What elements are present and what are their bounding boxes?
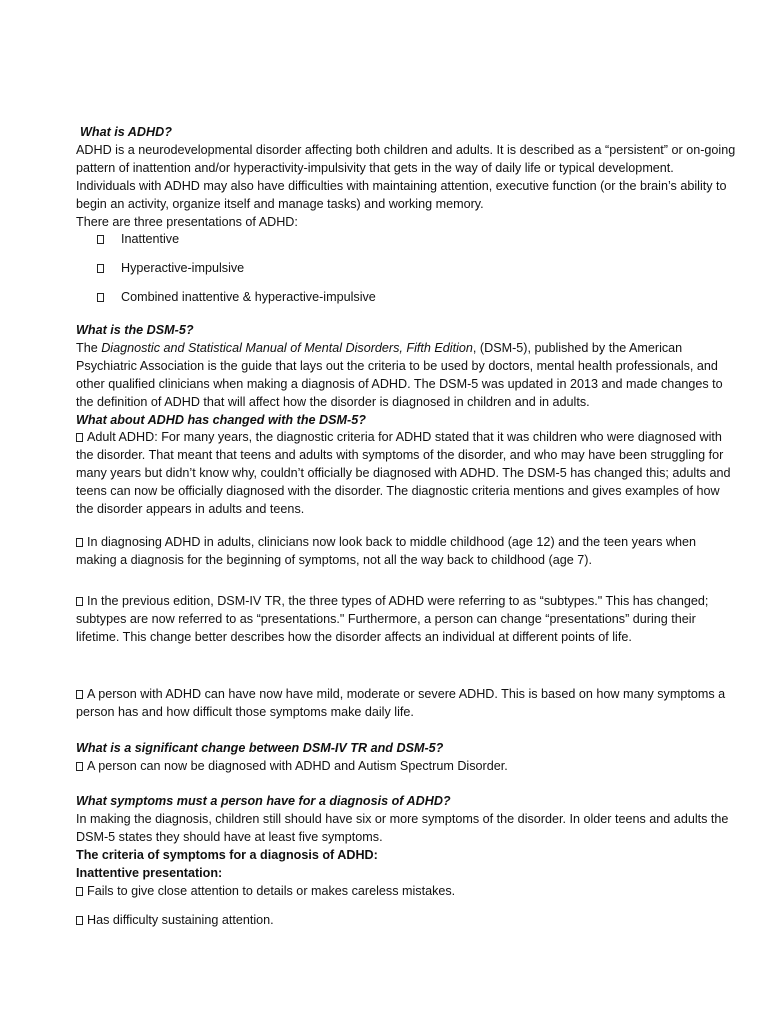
- bullet-box-icon: [76, 597, 83, 606]
- heading-symptoms: What symptoms must a person have for a diagnosis of ADHD?: [76, 794, 451, 808]
- heading-what-is-adhd: What is ADHD?: [80, 125, 172, 139]
- heading-significant-change: What is a significant change between DSM-IV TR and DSM-5?: [76, 741, 444, 755]
- heading-what-is-dsm5: What is the DSM-5?: [76, 323, 194, 337]
- list-item-label: Inattentive: [121, 232, 180, 246]
- list-item-hyperactive: [97, 259, 244, 277]
- criteria-item-sustaining: Has difficulty sustaining attention.: [76, 912, 736, 930]
- paragraph-subtypes: In the previous edition, DSM-IV TR, the three types of ADHD were referring to as “subtypes." This has changed; subtypes are now referred to as “presentations." Furthermore, a person can change “presentations” during their lifetime. This change better describes how the disorder affects an individual at different points of life.: [76, 594, 709, 644]
- list-item-label: Hyperactive-impulsive: [121, 261, 245, 275]
- paragraph-severity: A person with ADHD can have now have mild, moderate or severe ADHD. This is based on how many symptoms a person has and how difficult those symptoms make daily life.: [76, 687, 726, 719]
- criteria-heading: The criteria of symptoms for a diagnosis of ADHD:: [76, 847, 378, 862]
- manual-title: Diagnostic and Statistical Manual of Mental Disorders, Fifth Edition: [101, 340, 473, 355]
- bullet-box-icon: [76, 690, 83, 699]
- paragraph-autism: A person can now be diagnosed with ADHD and Autism Spectrum Disorder.: [76, 758, 736, 776]
- bullet-box-icon: [97, 293, 104, 302]
- bullet-box-icon: [76, 916, 83, 925]
- paragraph-diagnosing-adults: In diagnosing ADHD in adults, clinicians now look back to middle childhood (age 12) and the teen years when making a diagnosis for the beginning of symptoms, not all the way back to childhood (age 7).: [76, 535, 697, 567]
- bullet-box-icon: [76, 433, 83, 442]
- bullet-box-icon: [76, 762, 83, 771]
- paragraph-dsm5-definition: [76, 340, 736, 412]
- presentations-intro: There are three presentations of ADHD:: [76, 214, 298, 229]
- paragraph-adult-adhd: Adult ADHD: For many years, the diagnostic criteria for ADHD stated that it was children who were diagnosed with the disorder. That meant that teens and adults with symptoms of the disorder, and who may have been struggling for many years but didn’t know why, couldn’t officially be diagnosed with ADHD. The DSM-5 has changed this; adults and teens can now be officially diagnosed with the disorder. The diagnostic criteria mentions and gives examples of how the disorder appears in adults and teens.: [76, 430, 731, 517]
- list-item-inattentive: [97, 230, 179, 248]
- bullet-box-icon: [76, 538, 83, 547]
- bullet-box-icon: [97, 264, 104, 273]
- criteria-item-details: Fails to give close attention to details or makes careless mistakes.: [76, 883, 736, 901]
- section-what-is-dsm5: [76, 322, 736, 519]
- paragraph-symptom-count: In making the diagnosis, children still should have six or more symptoms of the disorder. In older teens and adults the DSM-5 states they should have at least five symptoms.: [76, 811, 729, 844]
- inattentive-subheading: Inattentive presentation:: [76, 865, 223, 880]
- list-item-label: Combined inattentive & hyperactive-impulsive: [121, 290, 376, 304]
- section-symptoms: [76, 793, 736, 900]
- bullet-box-icon: [97, 235, 104, 244]
- section-what-is-adhd: [76, 124, 736, 231]
- heading-what-changed: What about ADHD has changed with the DSM-5?: [76, 412, 366, 427]
- paragraph-adhd-definition: ADHD is a neurodevelopmental disorder affecting both children and adults. It is described as a “persistent” or on-going pattern of inattention and/or hyperactivity-impulsivity that gets in the way of daily life or typical development. Individuals with ADHD may also have difficulties with maintaining attention, executive function (or the brain’s ability to begin an activity, organize itself and manage tasks) and working memory.: [76, 142, 736, 211]
- section-significant-change: [76, 740, 736, 776]
- list-item-combined: [97, 288, 376, 306]
- text-dsm5-description: , (DSM-5), published by the American Psychiatric Association is the guide that lays out the criteria to be used by doctors, mental health professionals, and other qualified clinicians when making a diagnosis of ADHD. The DSM-5 was updated in 2013 and made changes to the definition of ADHD that will affect how the disorder is diagnosed in children and in adults.: [76, 340, 723, 409]
- text-the: The: [76, 340, 102, 355]
- bullet-box-icon: [76, 887, 83, 896]
